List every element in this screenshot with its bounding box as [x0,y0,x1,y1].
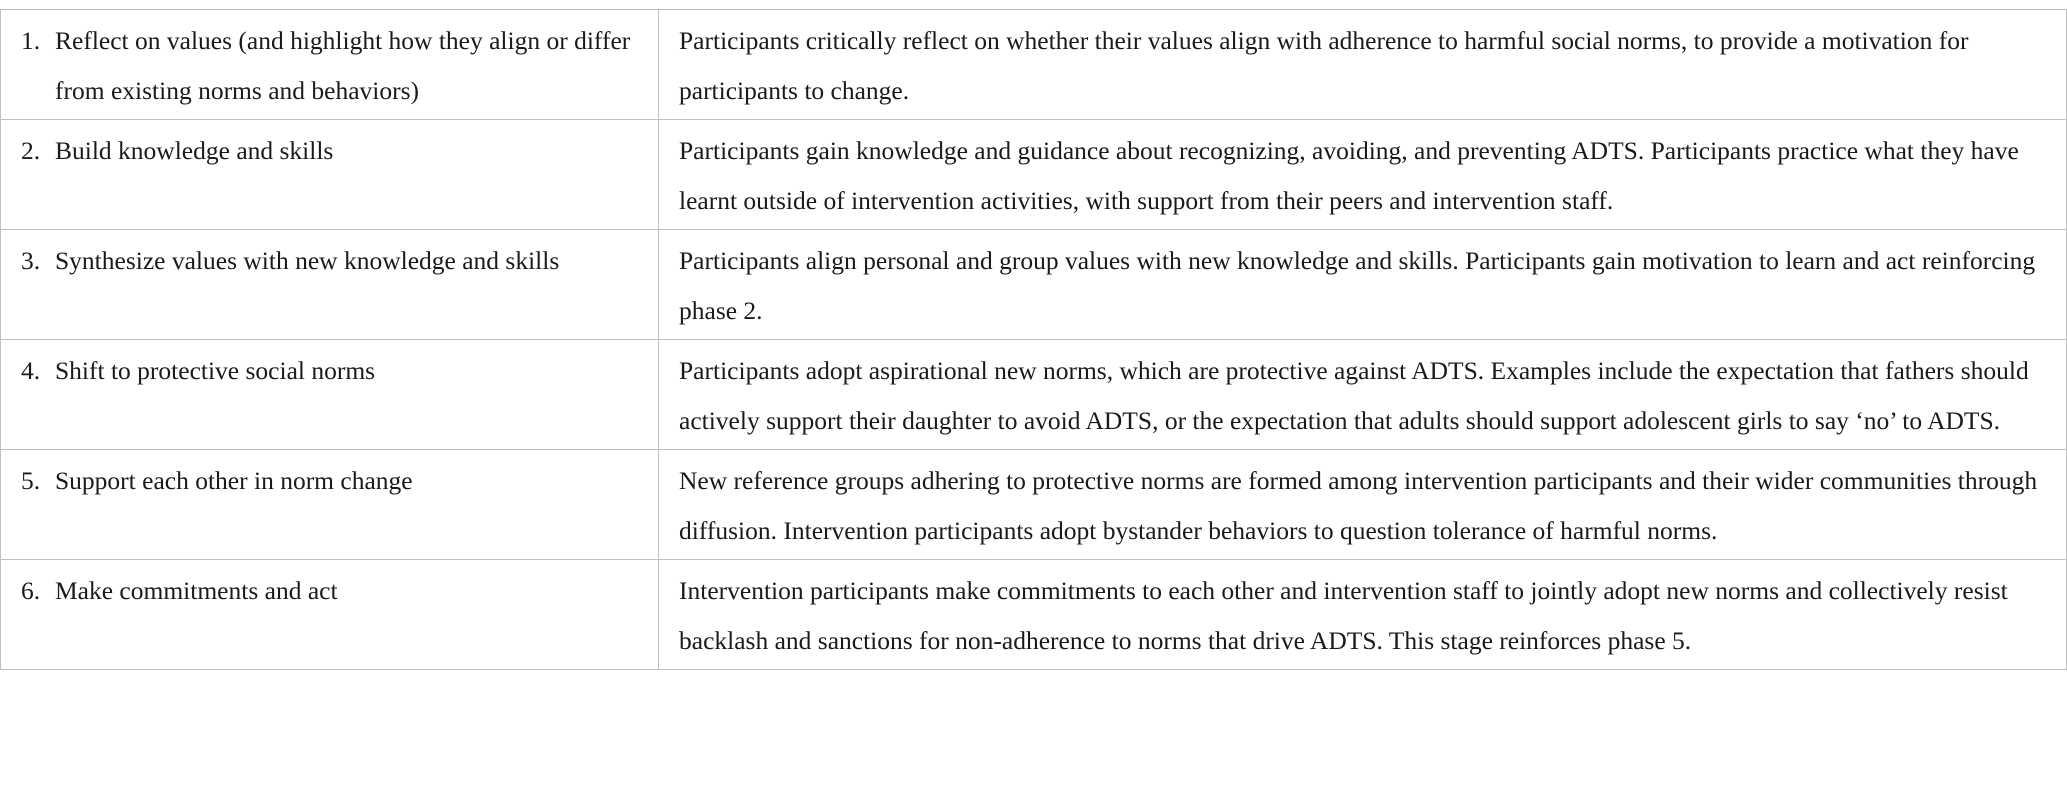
phase-number: 3. [21,246,41,275]
table-row [1,230,2067,340]
phase-description: Intervention participants make commitments to each other and intervention staff to jointly adopt new norms and collectively resist backlash and sanctions for non-adherence to norms that drive ADTS. This stage reinforces phase 5. [659,560,2067,670]
phase-description: Participants align personal and group values with new knowledge and skills. Participants gain motivation to learn and act reinforcing phase 2. [659,230,2067,340]
norm-change-phases-table [0,9,2067,670]
phase-title: Make commitments and act [55,576,338,605]
phase-title: Support each other in norm change [55,466,413,495]
table-row [1,10,2067,120]
phase-number: 5. [21,466,41,495]
phase-title: Build knowledge and skills [55,136,334,165]
table-row [1,450,2067,560]
phase-title: Reflect on values (and highlight how they align or differ from existing norms and behaviors) [55,26,631,105]
phase-number: 4. [21,356,41,385]
phase-cell [1,450,659,560]
phase-cell [1,230,659,340]
table-row [1,560,2067,670]
phase-description: Participants adopt aspirational new norms, which are protective against ADTS. Examples include the expectation that fathers should actively support their daughter to avoid ADTS, or the expectation that adults should support adolescent girls to say ‘no’ to ADTS. [659,340,2067,450]
phase-description: Participants gain knowledge and guidance about recognizing, avoiding, and preventing ADTS. Participants practice what they have learnt outside of intervention activities, with support from their peers and intervention staff. [659,120,2067,230]
phase-title: Shift to protective social norms [55,356,376,385]
phase-number: 2. [21,136,41,165]
phase-number: 1. [21,26,41,55]
phase-cell [1,340,659,450]
phase-title: Synthesize values with new knowledge and skills [55,246,560,275]
phase-cell [1,120,659,230]
phase-cell [1,10,659,120]
phase-cell [1,560,659,670]
table-row [1,340,2067,450]
table-row [1,120,2067,230]
phase-number: 6. [21,576,41,605]
phase-description: Participants critically reflect on whether their values align with adherence to harmful social norms, to provide a motivation for participants to change. [659,10,2067,120]
phase-description: New reference groups adhering to protective norms are formed among intervention participants and their wider communities through diffusion. Intervention participants adopt bystander behaviors to question tolerance of harmful norms. [659,450,2067,560]
